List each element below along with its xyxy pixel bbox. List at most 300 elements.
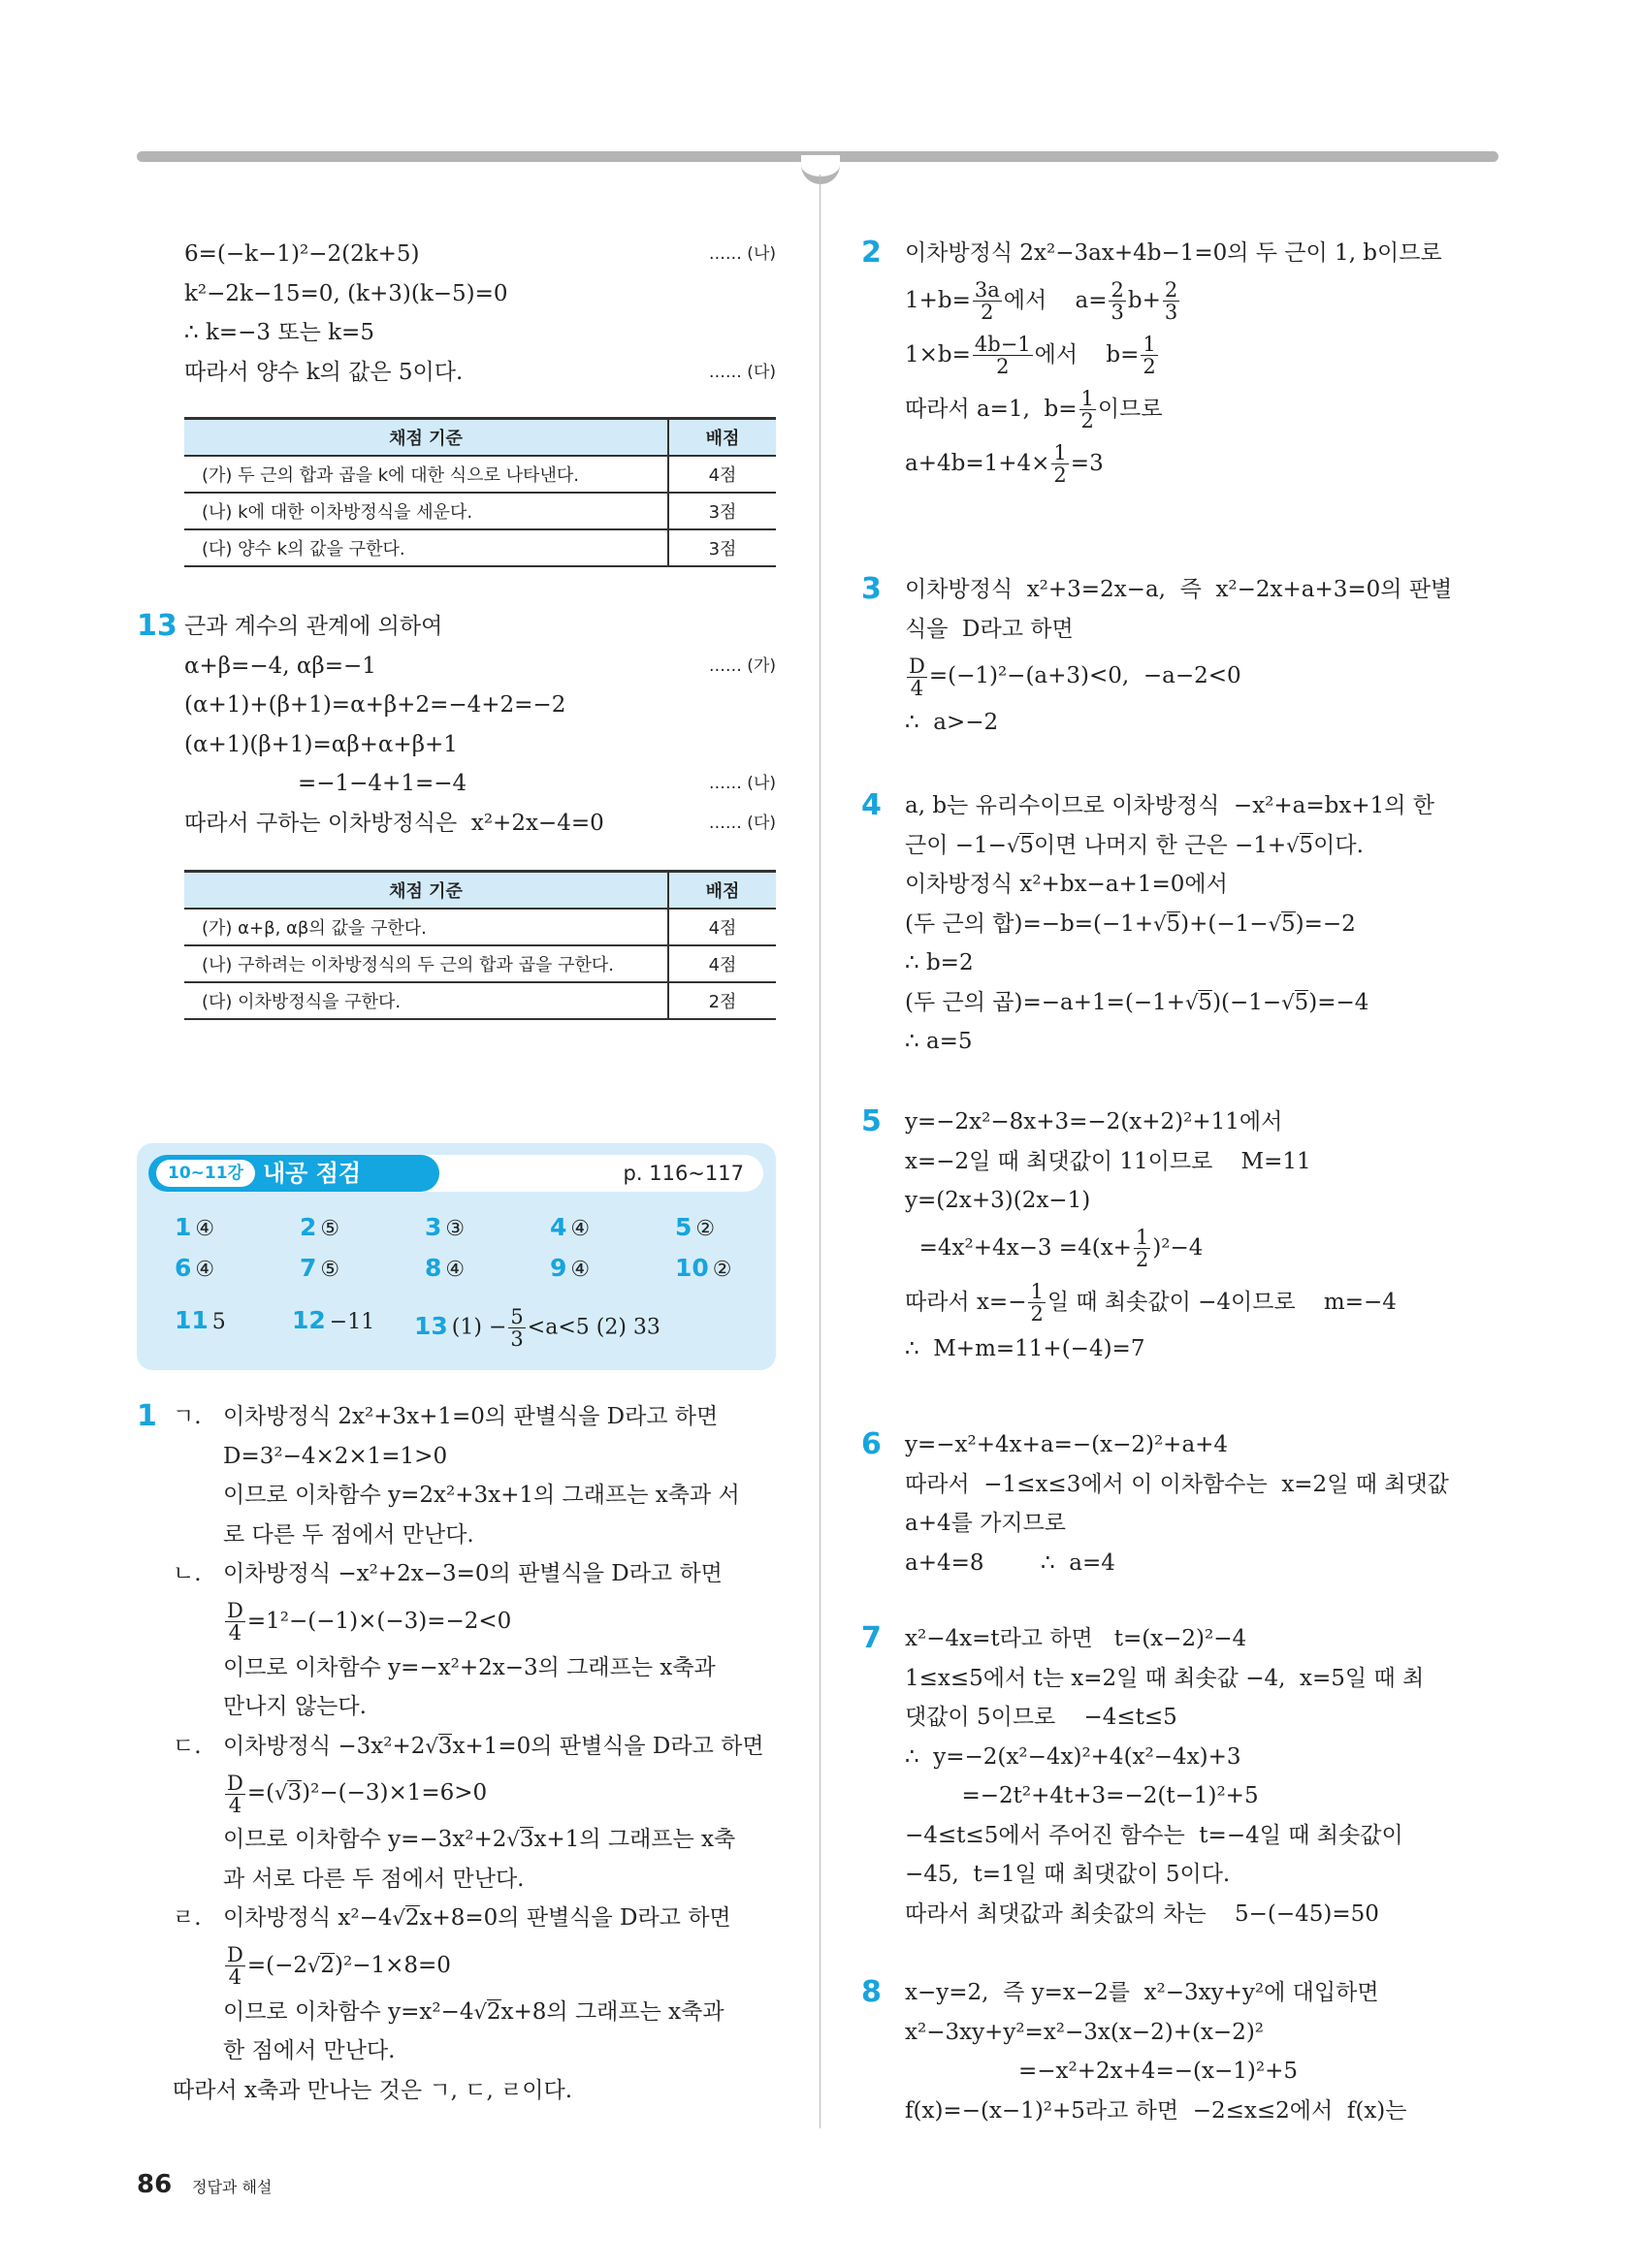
text-line <box>184 353 776 393</box>
radicand: 2 <box>320 1952 336 1978</box>
text-line <box>184 274 776 314</box>
text-line <box>223 1476 786 1516</box>
text-line <box>184 804 776 844</box>
item-lines <box>223 1554 786 1727</box>
numerator: D <box>909 654 925 678</box>
fraction <box>1079 388 1096 431</box>
text-run: 일 때 최솟값이 −4이므로 m=−4 <box>1046 1289 1397 1315</box>
problem-number: 1 <box>137 1399 157 1433</box>
text-run: −4≤t≤5에서 주어진 함수는 t=−4일 때 최솟값이 <box>905 1822 1403 1848</box>
answer-number: 4 <box>550 1213 567 1241</box>
problem-8 <box>905 1973 1498 2130</box>
sqrt-icon: √ <box>1185 990 1199 1014</box>
text-line <box>905 234 1498 273</box>
denominator: 4 <box>228 1965 242 1989</box>
item-lines <box>223 1899 786 2071</box>
answer-item <box>292 1306 374 1334</box>
table-row <box>184 982 776 1019</box>
problem-number: 13 <box>137 609 177 643</box>
problem-number: 8 <box>861 1975 882 2009</box>
text-run: y=−2x²−8x+3=−2(x+2)²+11에서 <box>905 1109 1283 1134</box>
text-run: a, b는 유리수이므로 이차방정식 −x²+a=bx+1의 한 <box>905 793 1434 818</box>
text-run: =−2t²+4t+3=−2(t−1)²+5 <box>905 1783 1259 1808</box>
criteria-cell: (나) k에 대한 이차방정식을 세운다. <box>184 493 668 529</box>
text-line <box>905 273 1498 328</box>
sqrt-icon: √ <box>425 1734 438 1758</box>
text-run: 1≤x≤5에서 t는 x=2일 때 최솟값 −4, x=5일 때 최 <box>905 1665 1425 1691</box>
text-run: x+8=0의 판별식을 D라고 하면 <box>419 1905 731 1931</box>
problem-3 <box>905 570 1498 743</box>
text-run: 이차방정식 x²+3=2x−a, 즉 x²−2x+a+3=0의 판별 <box>905 577 1453 602</box>
text-line <box>905 1855 1498 1895</box>
text-run: x+8의 그래프는 x축과 <box>500 1998 724 2025</box>
sqrt-icon: √ <box>1286 833 1300 857</box>
text-line <box>905 2013 1498 2053</box>
problem-4 <box>905 786 1498 1062</box>
text-run: x²−3xy+y²=x²−3x(x−2)+(x−2)² <box>905 2019 1265 2045</box>
answer-number: 8 <box>425 1254 442 1282</box>
fraction <box>225 1773 245 1816</box>
numerator: D <box>227 1943 243 1966</box>
fraction <box>907 655 927 699</box>
answer-number: 1 <box>175 1213 192 1241</box>
text-run: y=(2x+3)(2x−1) <box>905 1188 1091 1213</box>
text-line <box>905 1816 1498 1856</box>
text-run: 따라서 a=1, b= <box>905 396 1078 422</box>
text-run: =( <box>246 1780 275 1805</box>
answer-item <box>675 1213 715 1241</box>
column-divider <box>820 175 821 2128</box>
answer-summary-box <box>137 1143 776 1370</box>
text-run: −45, t=1일 때 최댓값이 5이다. <box>905 1862 1231 1887</box>
item-label: ㄴ. <box>173 1561 202 1586</box>
problem-7 <box>905 1619 1498 1933</box>
text-line <box>905 1544 1498 1583</box>
numerator: 5 <box>510 1305 524 1328</box>
points-cell: 4점 <box>668 909 776 945</box>
text-line <box>223 1727 786 1767</box>
header-criteria: 채점 기준 <box>184 872 668 910</box>
text-run: )=−2 <box>1295 910 1356 937</box>
text-run: 따라서 양수 k의 값은 5이다. <box>184 359 464 385</box>
denominator: 2 <box>1053 463 1067 487</box>
numerator: 2 <box>1111 278 1124 302</box>
step-tag: …… (다) <box>708 362 776 382</box>
text-run: 따라서 구하는 이차방정식은 x²+2x−4=0 <box>184 810 604 836</box>
text-run: =−x²+2x+4=−(x−1)²+5 <box>905 2059 1298 2084</box>
answer-number: 13 <box>414 1311 448 1340</box>
text-run: ∴ a>−2 <box>905 710 999 735</box>
text-run: 이차방정식 −x²+2x−3=0의 판별식을 D라고 하면 <box>223 1561 723 1586</box>
text-line <box>905 943 1498 983</box>
text-run: )+(−1− <box>1180 910 1269 937</box>
text-line <box>184 647 776 687</box>
text-line <box>905 1022 1498 1062</box>
problem-1-item-a <box>173 1397 786 1554</box>
numerator: 1 <box>1030 1280 1044 1303</box>
text-run: 근이 −1− <box>905 832 1007 858</box>
answer-13 <box>414 1306 660 1350</box>
text-run: (α+1)+(β+1)=α+β+2=−4+2=−2 <box>184 692 566 718</box>
text-run: 식을 D라고 하면 <box>905 616 1074 642</box>
table-row <box>184 909 776 945</box>
text-run: x−y=2, 즉 y=x−2를 x²−3xy+y²에 대입하면 <box>905 1980 1379 2005</box>
answer-number: 12 <box>292 1306 326 1334</box>
denominator: 2 <box>1030 1302 1044 1326</box>
answer-value: ② <box>712 1258 732 1282</box>
text-line <box>184 764 776 804</box>
denominator: 4 <box>228 1621 242 1645</box>
text-line <box>905 1425 1498 1465</box>
criteria-cell: (가) α+β, αβ의 값을 구한다. <box>184 909 668 945</box>
text-run: 이므로 이차함수 y=2x²+3x+1의 그래프는 x축과 서 <box>223 1483 740 1508</box>
text-line <box>905 1181 1498 1221</box>
text-line <box>905 1142 1498 1182</box>
text-run: 댓값이 5이므로 −4≤t≤5 <box>905 1705 1177 1730</box>
radicand: 5 <box>1299 832 1314 858</box>
text-run: 만나지 않는다. <box>223 1694 367 1719</box>
table-row <box>184 945 776 982</box>
text-run: 이므로 <box>1097 396 1163 422</box>
text-run: 로 다른 두 점에서 만난다. <box>223 1521 474 1548</box>
answer-value: ④ <box>195 1258 215 1282</box>
problem-13 <box>184 607 776 843</box>
answer-number: 2 <box>300 1213 317 1241</box>
item-lines <box>223 1397 786 1554</box>
problem-5 <box>905 1102 1498 1368</box>
denominator: 4 <box>228 1793 242 1817</box>
text-line <box>223 1938 786 1993</box>
problem-1-conclusion <box>173 2071 786 2111</box>
numerator: 4b−1 <box>974 333 1031 356</box>
text-run: 따라서 최댓값과 최솟값의 차는 5−(−45)=50 <box>905 1901 1379 1927</box>
text-line <box>905 905 1498 944</box>
criteria-cell: (가) 두 근의 합과 곱을 k에 대한 식으로 나타낸다. <box>184 456 668 493</box>
header-criteria: 채점 기준 <box>184 419 668 457</box>
text-run: )(−1− <box>1212 989 1282 1015</box>
text-run: a+4를 가지므로 <box>905 1511 1067 1536</box>
text-run: 이므로 이차함수 y=x²−4 <box>223 1998 474 2025</box>
text-line <box>905 1738 1498 1777</box>
text-line <box>184 313 776 353</box>
fraction <box>508 1306 525 1350</box>
answer-value: ⑤ <box>320 1258 340 1282</box>
text-line <box>905 1504 1498 1544</box>
text-run: ∴ y=−2(x²−4x)²+4(x²−4x)+3 <box>905 1743 1241 1770</box>
sqrt-icon: √ <box>1153 911 1167 936</box>
text-run: 이므로 이차함수 y=−3x²+2 <box>223 1827 507 1852</box>
answer-item <box>550 1254 590 1282</box>
fraction <box>1163 279 1179 323</box>
text-line <box>223 1860 786 1900</box>
answer-text: <a<5 (2) 33 <box>527 1315 660 1340</box>
text-run: k²−2k−15=0, (k+3)(k−5)=0 <box>184 280 508 306</box>
fraction <box>1051 442 1068 486</box>
text-line <box>223 1993 786 2032</box>
answer-item <box>300 1213 339 1241</box>
header-points: 배점 <box>668 872 776 910</box>
text-line <box>905 1102 1498 1142</box>
sqrt-icon: √ <box>506 1828 520 1851</box>
text-line <box>905 649 1498 703</box>
table-row <box>184 456 776 493</box>
text-run: =(−2 <box>246 1952 307 1978</box>
page-number: 86 <box>137 2170 173 2199</box>
box-header <box>148 1155 763 1192</box>
text-line <box>223 1687 786 1727</box>
text-run: 이차방정식 −3x²+2 <box>223 1733 426 1759</box>
text-line <box>905 1221 1498 1275</box>
text-line <box>905 570 1498 610</box>
numerator: 1 <box>1053 441 1067 464</box>
text-line <box>223 1516 786 1555</box>
text-run: α+β=−4, αβ=−1 <box>184 653 376 679</box>
answer-value: ② <box>695 1217 716 1241</box>
text-run: 이차방정식 x²+bx−a+1=0에서 <box>905 872 1228 897</box>
text-line <box>905 2052 1498 2092</box>
header-points: 배점 <box>668 419 776 457</box>
text-run: D=3²−4×2×1=1>0 <box>223 1443 448 1469</box>
denominator: 2 <box>996 355 1010 378</box>
text-line <box>905 328 1498 382</box>
denominator: 2 <box>1135 1248 1149 1271</box>
problem-2 <box>905 234 1498 491</box>
points-cell: 3점 <box>668 493 776 529</box>
answer-value: 5 <box>211 1310 226 1334</box>
sqrt-icon: √ <box>307 1953 321 1977</box>
criteria-cell: (다) 이차방정식을 구한다. <box>184 982 668 1019</box>
text-line <box>905 1329 1498 1369</box>
text-line <box>905 382 1498 436</box>
text-run: y=−x²+4x+a=−(x−2)²+a+4 <box>905 1432 1229 1457</box>
text-line <box>905 1776 1498 1816</box>
radicand: 2 <box>404 1905 420 1931</box>
text-run: )²−4 <box>1152 1234 1204 1261</box>
problem-1-item-b <box>173 1554 786 1727</box>
text-run: b+ <box>1127 287 1161 313</box>
text-line <box>223 1554 786 1594</box>
text-run: 이면 나머지 한 근은 −1+ <box>1033 832 1287 858</box>
text-run: =1²−(−1)×(−3)=−2<0 <box>246 1608 512 1634</box>
text-run: x=−2일 때 최댓값이 11이므로 M=11 <box>905 1148 1311 1174</box>
table-header-row <box>184 419 776 457</box>
text-line <box>173 2071 786 2111</box>
table-header-row <box>184 872 776 910</box>
denominator: 2 <box>981 301 994 324</box>
text-line <box>223 1648 786 1688</box>
numerator: 3a <box>974 278 1000 302</box>
step-tag: …… (나) <box>708 774 776 793</box>
fraction <box>1141 334 1157 377</box>
radicand: 3 <box>287 1780 303 1805</box>
text-run: =(−1)²−(a+3)<0, −a−2<0 <box>928 663 1241 688</box>
text-line <box>223 2031 786 2071</box>
problem-number: 6 <box>861 1427 882 1461</box>
text-line <box>905 703 1498 743</box>
text-run: 에서 a= <box>1003 287 1108 313</box>
text-line <box>223 1437 786 1477</box>
text-run: 이차방정식 2x²−3ax+4b−1=0의 두 근이 1, b이므로 <box>905 240 1442 266</box>
radicand: 5 <box>1294 989 1309 1015</box>
text-run: )²−1×8=0 <box>335 1952 451 1978</box>
answer-item <box>425 1213 465 1241</box>
problem-1 <box>173 1397 786 2110</box>
text-run: (두 근의 곱)=−a+1=(−1+ <box>905 989 1186 1015</box>
fraction <box>225 1600 245 1644</box>
text-run: x+1=0의 판별식을 D라고 하면 <box>452 1733 764 1759</box>
text-line <box>905 1659 1498 1699</box>
answer-value: ③ <box>445 1217 466 1241</box>
criteria-cell: (다) 양수 k의 값을 구한다. <box>184 529 668 566</box>
text-line <box>905 436 1498 491</box>
problem-1-item-c <box>173 1727 786 1900</box>
answer-value: ④ <box>445 1258 466 1282</box>
text-line <box>184 686 776 725</box>
answer-number: 6 <box>175 1254 192 1282</box>
page-reference: p. 116~117 <box>623 1162 744 1185</box>
text-run: 6=(−k−1)²−2(2k+5) <box>184 241 420 267</box>
text-run: 이다. <box>1313 832 1364 858</box>
text-run: =−1−4+1=−4 <box>184 771 467 796</box>
numerator: D <box>227 1599 243 1622</box>
item-lines <box>223 1727 786 1900</box>
sqrt-icon: √ <box>274 1781 288 1805</box>
answer-number: 3 <box>425 1213 442 1241</box>
radicand: 5 <box>1166 910 1181 937</box>
problem-1-item-d <box>173 1899 786 2071</box>
text-run: a+4b=1+4× <box>905 450 1050 476</box>
numerator: 2 <box>1164 278 1178 302</box>
fraction <box>973 279 1002 323</box>
text-line <box>905 1698 1498 1738</box>
text-run: 에서 b= <box>1034 341 1140 367</box>
points-cell: 4점 <box>668 456 776 493</box>
denominator: 2 <box>1143 355 1156 378</box>
fraction <box>1028 1281 1045 1325</box>
answer-value: ④ <box>570 1258 591 1282</box>
text-line <box>223 1594 786 1648</box>
problem-number: 7 <box>861 1621 882 1655</box>
points-cell: 4점 <box>668 945 776 982</box>
text-run: ∴ k=−3 또는 k=5 <box>184 320 374 345</box>
text-run: x+1의 그래프는 x축 <box>533 1827 736 1852</box>
denominator: 3 <box>1111 301 1124 324</box>
box-header-accent <box>148 1155 439 1192</box>
answer-value: ④ <box>570 1217 591 1241</box>
sqrt-icon: √ <box>392 1906 405 1930</box>
sqrt-icon: √ <box>1268 911 1281 936</box>
text-line <box>905 865 1498 905</box>
denominator: 3 <box>1164 301 1178 324</box>
radicand: 5 <box>1019 832 1034 858</box>
text-run: 1×b= <box>905 341 971 367</box>
denominator: 3 <box>510 1327 524 1351</box>
fraction <box>1134 1227 1150 1270</box>
text-line <box>223 1766 786 1820</box>
text-run: 이차방정식 x²−4 <box>223 1905 393 1931</box>
answer-value: ④ <box>195 1217 215 1241</box>
text-run: =3 <box>1070 450 1104 476</box>
fraction <box>1109 279 1125 323</box>
step-tag: …… (다) <box>708 813 776 833</box>
answer-number: 5 <box>675 1213 692 1241</box>
lecture-badge: 10~11강 <box>156 1160 255 1187</box>
numerator: 1 <box>1135 1226 1149 1249</box>
problem-number: 2 <box>861 236 882 270</box>
problem-12-continuation <box>184 235 776 392</box>
text-run: ∴ b=2 <box>905 950 974 975</box>
fraction <box>225 1944 245 1988</box>
answer-item <box>300 1254 339 1282</box>
text-line <box>905 983 1498 1023</box>
text-run: 한 점에서 만난다. <box>223 2038 396 2063</box>
top-rule-notch <box>801 155 840 184</box>
problem-number: 3 <box>861 572 882 606</box>
problem-6 <box>905 1425 1498 1582</box>
text-run: )=−4 <box>1308 989 1369 1015</box>
numerator: D <box>227 1771 243 1795</box>
step-tag: …… (나) <box>708 244 776 264</box>
text-line <box>184 607 776 647</box>
points-cell: 3점 <box>668 529 776 566</box>
answer-item <box>675 1254 732 1282</box>
table-row <box>184 529 776 566</box>
answer-item <box>175 1306 226 1334</box>
text-line <box>905 1465 1498 1505</box>
text-run: a+4=8 ∴ a=4 <box>905 1549 1115 1576</box>
text-run: (α+1)(β+1)=αβ+α+β+1 <box>184 731 458 757</box>
problem-number: 4 <box>861 788 882 822</box>
text-run: 1+b= <box>905 287 971 313</box>
text-line <box>905 610 1498 650</box>
text-run: f(x)=−(x−1)²+5라고 하면 −2≤x≤2에서 f(x)는 <box>905 2097 1407 2124</box>
text-run: )²−(−3)×1=6>0 <box>302 1780 488 1805</box>
fraction <box>973 334 1033 377</box>
text-line <box>905 826 1498 866</box>
sqrt-icon: √ <box>473 1999 487 2024</box>
text-line <box>905 1895 1498 1934</box>
answer-number: 10 <box>675 1254 709 1282</box>
text-line <box>184 235 776 274</box>
answer-text: (1) − <box>451 1315 507 1340</box>
text-run: 근과 계수의 관계에 의하여 <box>184 614 443 639</box>
radicand: 2 <box>486 1998 501 2025</box>
answer-item <box>550 1213 590 1241</box>
text-run: 이므로 이차함수 y=−x²+2x−3의 그래프는 x축과 <box>223 1654 716 1680</box>
text-run: 과 서로 다른 두 점에서 만난다. <box>223 1866 525 1892</box>
text-line <box>905 1275 1498 1329</box>
radicand: 3 <box>437 1733 453 1759</box>
numerator: 1 <box>1080 387 1094 410</box>
answer-number: 9 <box>550 1254 567 1282</box>
radicand: 3 <box>519 1827 534 1852</box>
criteria-cell: (나) 구하려는 이차방정식의 두 근의 합과 곱을 구한다. <box>184 945 668 982</box>
text-run: 이차방정식 2x²+3x+1=0의 판별식을 D라고 하면 <box>223 1404 719 1429</box>
numerator: 1 <box>1143 333 1156 356</box>
scoring-table-13 <box>184 870 776 1020</box>
text-run: x²−4x=t라고 하면 t=(x−2)²−4 <box>905 1626 1247 1651</box>
text-line <box>905 1619 1498 1659</box>
step-tag: …… (가) <box>708 655 776 676</box>
scoring-table-12 <box>184 417 776 567</box>
item-label: ㄱ. <box>173 1404 202 1429</box>
answer-number: 11 <box>175 1306 209 1334</box>
text-run: 따라서 −1≤x≤3에서 이 이차함수는 x=2일 때 최댓값 <box>905 1471 1449 1497</box>
text-run: =4x²+4x−3 =4(x+ <box>905 1234 1132 1261</box>
table-row <box>184 493 776 529</box>
box-title: 내공 점검 <box>263 1160 362 1187</box>
answer-item <box>425 1254 465 1282</box>
